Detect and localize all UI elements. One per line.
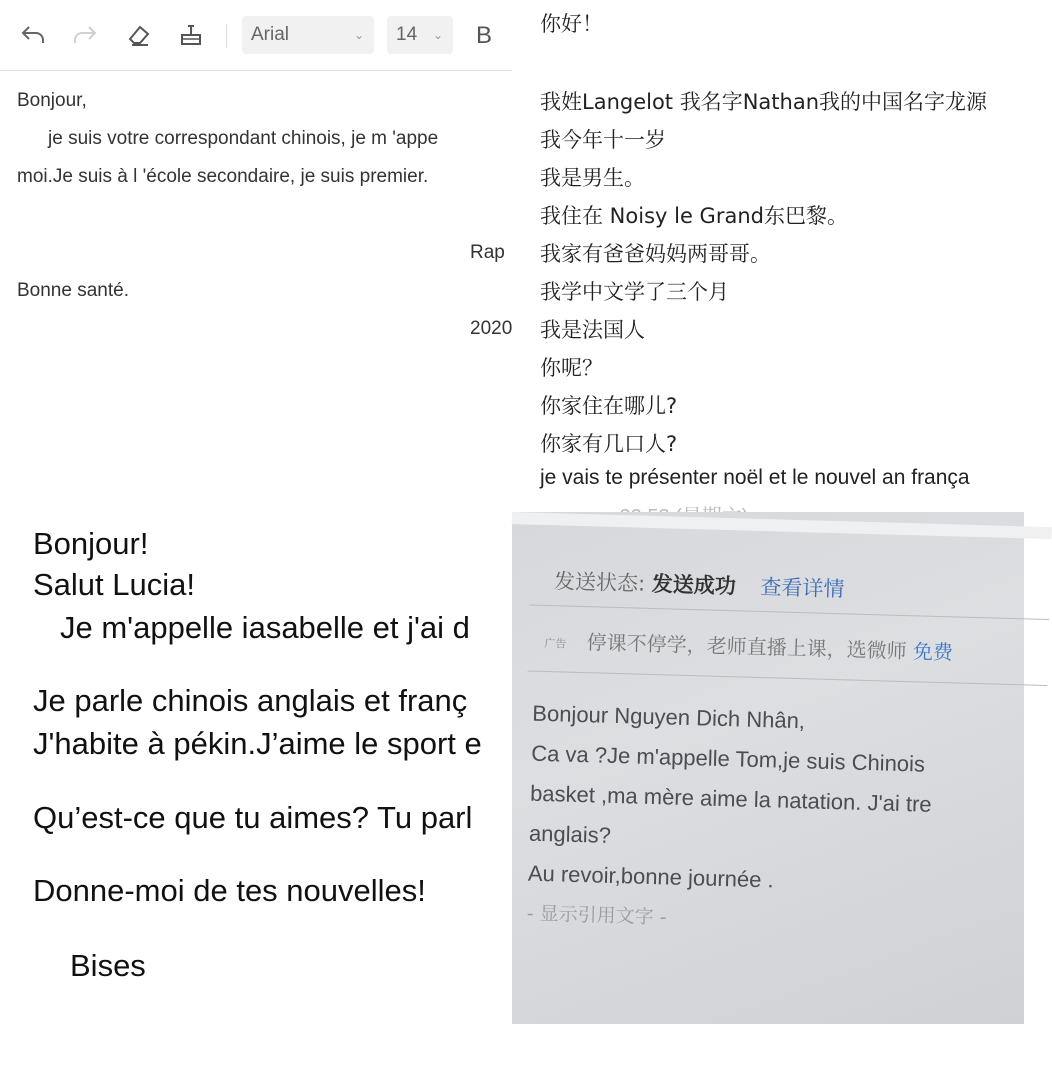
bold-button[interactable]: B — [476, 22, 493, 49]
chevron-down-icon: ⌄ — [432, 28, 443, 42]
letter-line: 你家住在哪儿? — [540, 394, 678, 418]
editor-line: je suis votre correspondant chinois, je m 'appe — [48, 128, 439, 149]
screen-top-edge — [512, 512, 1052, 539]
editor-line: Bonne santé. — [17, 280, 129, 301]
toolbar-divider — [226, 24, 227, 48]
show-quoted-text-link[interactable]: - 显示引用文字 - — [526, 902, 667, 929]
letter-line: 你好！ — [540, 12, 603, 36]
letter-line: Bises — [70, 948, 146, 983]
editor-line: 2020 — [470, 318, 513, 339]
font-size-select[interactable] — [387, 16, 453, 54]
letter-line: 我姓Langelot 我名字Nathan我的中国名字龙源 — [540, 90, 988, 114]
chinese-letter-panel — [512, 0, 1024, 512]
editor-toolbar — [0, 0, 512, 71]
font-size-value: 14 — [396, 24, 418, 45]
chevron-down-icon: ⌄ — [353, 28, 364, 42]
sent-mail-screen — [496, 512, 1051, 1087]
letter-line: 我学中文学了三个月 — [540, 280, 729, 304]
eraser-icon[interactable] — [122, 18, 156, 52]
redo-icon[interactable] — [68, 18, 102, 52]
mail-line: Au revoir,bonne journée . — [527, 860, 775, 893]
letter-line: Je m'appelle iasabelle et j'ai d — [60, 610, 470, 645]
editor-line: Rap — [470, 242, 505, 263]
letter-line: Je parle chinois anglais et franç — [33, 683, 468, 718]
editor-body[interactable] — [0, 70, 512, 512]
mail-line: Bonjour Nguyen Dich Nhân, — [532, 700, 806, 734]
undo-icon[interactable] — [16, 18, 50, 52]
ad-banner[interactable] — [544, 625, 953, 665]
send-status — [554, 565, 845, 603]
letter-line: Bonjour! — [33, 526, 149, 561]
letter-line: 我住在 Noisy le Grand东巴黎。 — [540, 204, 848, 228]
letter-line: 我是法国人 — [540, 318, 645, 342]
mail-line: Ca va ?Je m'appelle Tom,je suis Chinois — [530, 740, 926, 777]
letter-line: 我是男生。 — [540, 166, 645, 190]
editor-line: moi.Je suis à l 'école secondaire, je suis premier. — [17, 166, 429, 187]
letter-line: 我家有爸爸妈妈两哥哥。 — [540, 242, 771, 266]
letter-line: Qu’est-ce que tu aimes? Tu parl — [33, 800, 473, 835]
email-editor-panel — [0, 0, 512, 512]
mail-line: basket ,ma mère aime la natation. J'ai tre — [529, 780, 932, 817]
font-family-value: Arial — [251, 24, 290, 45]
ad-icon: 广告 — [544, 636, 567, 651]
editor-line: Bonjour, — [17, 90, 87, 111]
letter-line: J'habite à pékin.J’aime le sport e — [33, 726, 482, 761]
letter-line: Salut Lucia! — [33, 567, 195, 602]
mail-line: anglais? — [528, 820, 612, 848]
ad-text: 停课不停学，老师直播上课，选微师 — [586, 630, 907, 664]
letter-line: 你呢？ — [540, 356, 603, 380]
sent-mail-photo-panel — [512, 512, 1024, 1024]
view-details-link[interactable]: 查看详情 — [760, 574, 845, 602]
send-status-label: 发送状态: — [553, 569, 646, 596]
letter-line: je vais te présenter noël et le nouvel an frança — [540, 466, 970, 489]
send-status-value: 发送成功 — [651, 571, 737, 599]
divider — [528, 670, 1048, 686]
letter-line: Donne-moi de tes nouvelles! — [33, 873, 426, 908]
big-letter-panel — [0, 512, 512, 1024]
divider — [529, 605, 1049, 621]
letter-line: 我今年十一岁 — [540, 128, 666, 152]
font-family-select[interactable] — [242, 16, 374, 54]
format-painter-icon[interactable] — [174, 18, 208, 52]
letter-line: 你家有几口人? — [540, 432, 678, 456]
ad-free-link[interactable]: 免费 — [912, 639, 954, 665]
